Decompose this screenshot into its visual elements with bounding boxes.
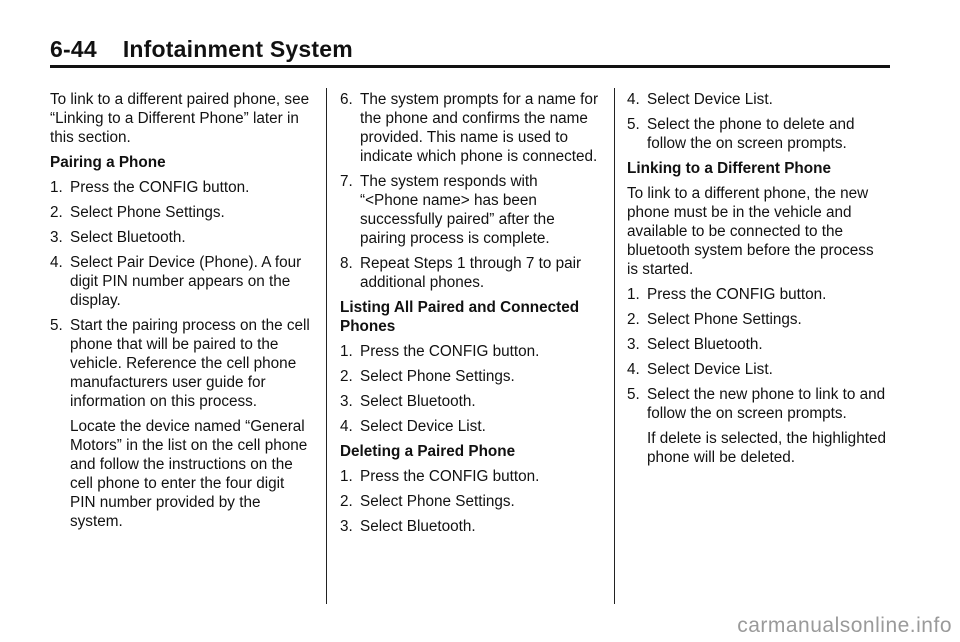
step-number: 5. [50,317,63,334]
step-number: 4. [50,254,63,271]
step-number: 6. [340,91,353,108]
step-number: 1. [627,286,640,303]
step-text: Select Device List. [360,418,486,435]
locate-device-paragraph: Locate the device named “General Motors” in the list on the cell phone and follow the instructions on the cell phone to enter the four digit PIN number provided by the system. [70,418,308,530]
list-item [50,178,310,197]
column-divider-1 [326,88,327,604]
list-item [340,90,600,166]
list-item [50,228,310,247]
list-item [340,342,600,361]
step-number: 2. [627,311,640,328]
step-text: Select Phone Settings. [647,311,802,328]
step-text: Select Bluetooth. [647,336,763,353]
step-number: 2. [340,368,353,385]
list-item [50,203,310,222]
step-number: 3. [340,393,353,410]
column-divider-2 [614,88,615,604]
list-item [627,90,887,109]
step-text: Press the CONFIG button. [70,179,250,196]
step-text: Select Pair Device (Phone). A four digit PIN number appears on the display. [70,254,302,309]
step-number: 5. [627,116,640,133]
linking-paragraph: To link to a different phone, the new phone must be in the vehicle and available to be connected to the bluetooth system before the process is started. [627,185,874,278]
step-text: Press the CONFIG button. [647,286,827,303]
step-number: 3. [50,229,63,246]
heading-listing-phones: Listing All Paired and Connected Phones [340,299,580,335]
step-text: Repeat Steps 1 through 7 to pair additional phones. [360,255,582,291]
step-number: 1. [50,179,63,196]
step-text: Select Bluetooth. [360,393,476,410]
step-number: 1. [340,343,353,360]
list-item [340,254,600,292]
step-text: The system responds with “<Phone name> has been successfully paired” after the pairing process is complete. [360,173,555,247]
step-text: Select Bluetooth. [360,518,476,535]
step-text: Select the phone to delete and follow the on screen prompts. [647,116,855,152]
column-2 [340,90,600,542]
column-3 [627,90,887,473]
step-text: Start the pairing process on the cell phone that will be paired to the vehicle. Reference the cell phone manufacturers user guide for information on this process. [70,317,310,410]
step-text: Select Bluetooth. [70,229,186,246]
step-text: Select Phone Settings. [70,204,225,221]
heading-pairing-a-phone: Pairing a Phone [50,154,166,171]
page-number: 6-44 [50,36,97,62]
page-header [50,36,890,63]
step-text: Select Device List. [647,361,773,378]
list-item [340,467,600,486]
step-number: 5. [627,386,640,403]
step-text: Select Phone Settings. [360,368,515,385]
header-rule [50,65,890,68]
list-item [627,360,887,379]
step-number: 3. [627,336,640,353]
list-item [340,392,600,411]
delete-note-paragraph: If delete is selected, the highlighted phone will be deleted. [647,430,886,466]
list-item [340,417,600,436]
step-number: 4. [340,418,353,435]
list-item [627,385,887,423]
heading-deleting-phone: Deleting a Paired Phone [340,443,516,460]
step-number: 3. [340,518,353,535]
list-item [340,367,600,386]
step-number: 4. [627,91,640,108]
section-title: Infotainment System [122,36,353,62]
list-item [627,335,887,354]
step-text: Press the CONFIG button. [360,468,540,485]
step-number: 2. [340,493,353,510]
step-text: Select the new phone to link to and follow the on screen prompts. [647,386,886,422]
intro-paragraph: To link to a different paired phone, see “Linking to a Different Phone” later in this section. [50,91,310,146]
list-item [340,172,600,248]
watermark-text: carmanualsonline.info [737,614,952,637]
step-number: 8. [340,255,353,272]
list-item [627,115,887,153]
step-number: 1. [340,468,353,485]
list-item [50,253,310,310]
step-number: 4. [627,361,640,378]
list-item [340,492,600,511]
list-item [340,517,600,536]
step-text: Press the CONFIG button. [360,343,540,360]
step-number: 7. [340,173,353,190]
step-text: Select Phone Settings. [360,493,515,510]
list-item [627,285,887,304]
list-item [50,316,310,411]
step-text: Select Device List. [647,91,773,108]
heading-linking-phone: Linking to a Different Phone [627,160,831,177]
list-item [627,310,887,329]
column-1 [50,90,310,537]
step-text: The system prompts for a name for the phone and confirms the name provided. This name is used to indicate which phone is connected. [360,91,599,165]
step-number: 2. [50,204,63,221]
